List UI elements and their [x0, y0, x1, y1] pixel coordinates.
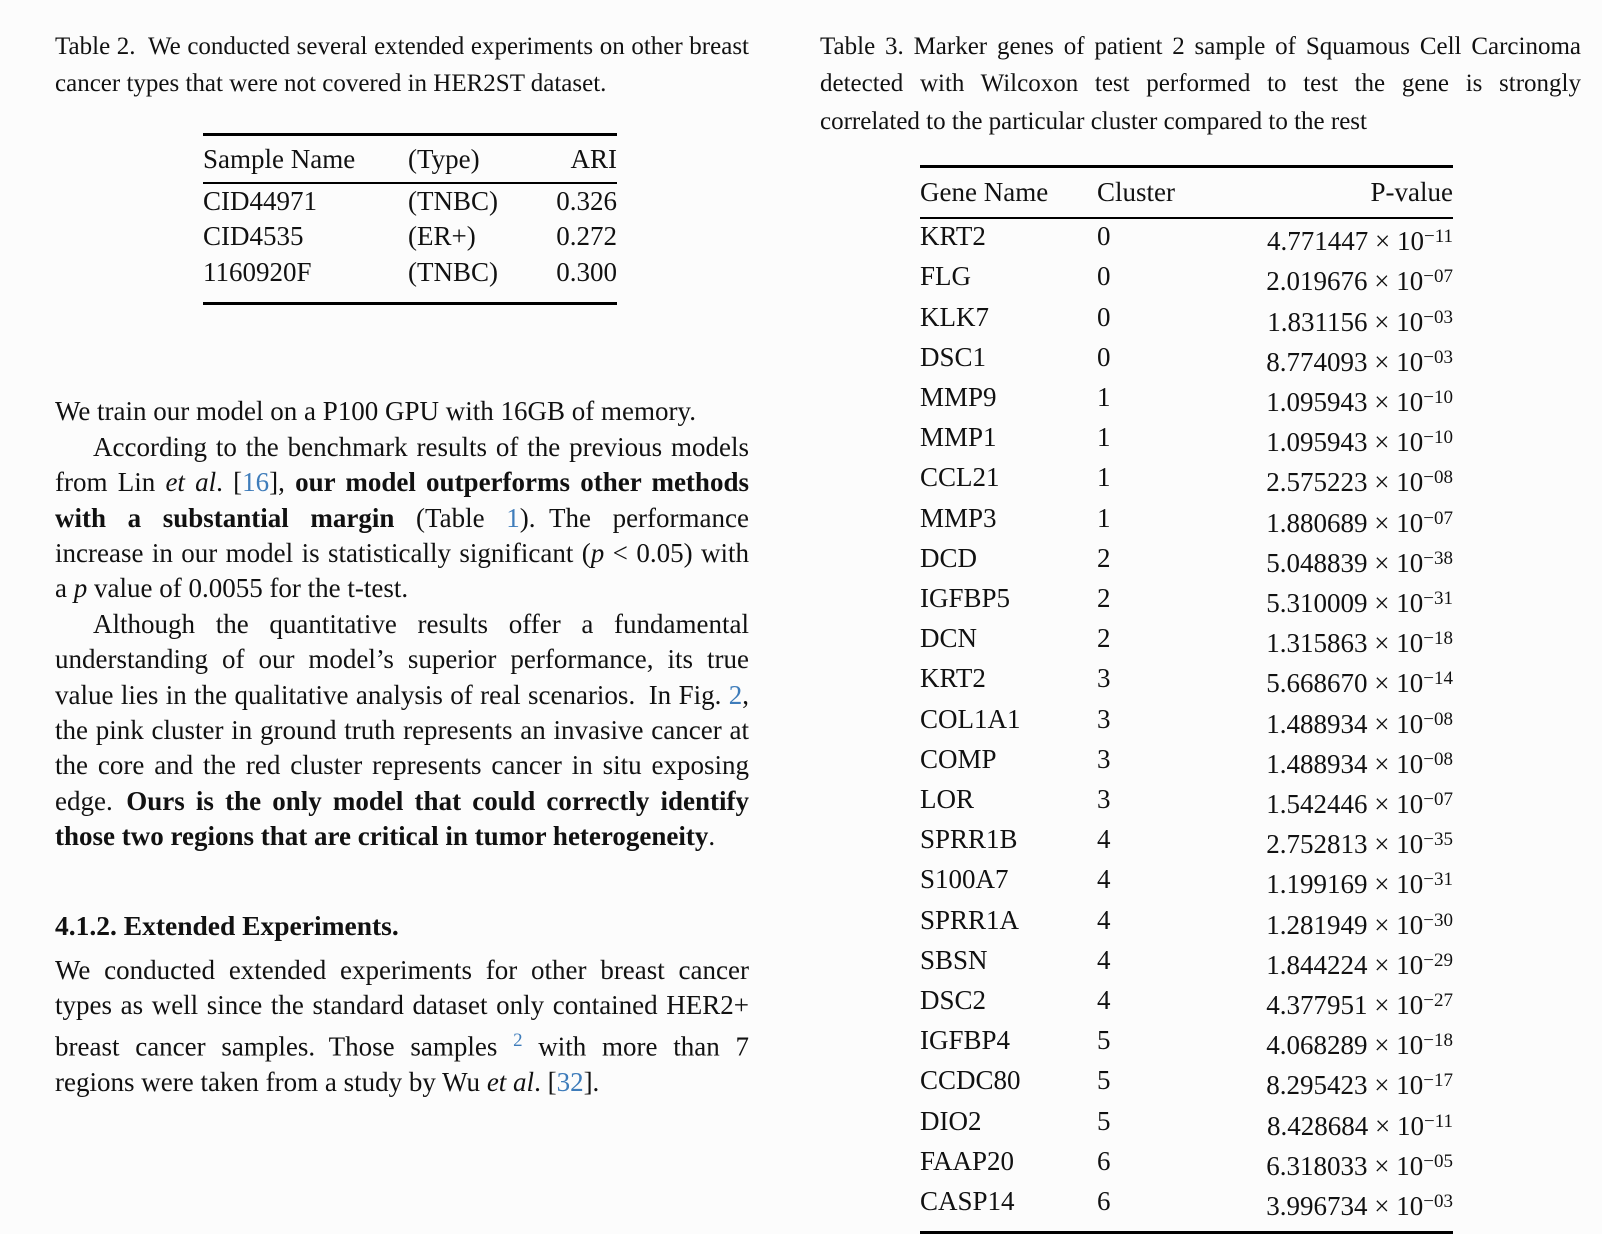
text-run: < 0.05) with a [55, 537, 749, 604]
exponent-superscript: −10 [1423, 387, 1453, 409]
cluster-cell: 2 [1097, 542, 1111, 573]
table-3-row [920, 420, 1453, 460]
table-bottom-rule [203, 302, 617, 305]
p-value-cell: $1.315863 \times 10^{-18}$ [1266, 628, 1453, 659]
cluster-cell: 6 [1097, 1145, 1111, 1176]
left-column [55, 28, 749, 1101]
gene-name-cell: LOR [920, 784, 974, 815]
exponent-superscript: −27 [1423, 990, 1453, 1012]
p-value-cell: $8.428684 \times 10^{-11}$ [1267, 1110, 1453, 1141]
cluster-cell: 0 [1097, 301, 1111, 332]
cluster-cell: 3 [1097, 743, 1111, 774]
exponent-superscript: −14 [1423, 668, 1453, 690]
p-value-cell: $1.488934 \times 10^{-08}$ [1266, 748, 1453, 779]
cluster-cell: 5 [1097, 1105, 1111, 1136]
cluster-cell: 5 [1097, 1025, 1111, 1056]
sample-name-cell: CID44971 [203, 185, 317, 216]
cluster-cell: 4 [1097, 904, 1111, 935]
cluster-cell: 4 [1097, 864, 1111, 895]
column-header-cluster: Cluster [1097, 177, 1175, 208]
text-run: . [708, 821, 716, 852]
cluster-cell: 4 [1097, 944, 1111, 975]
p-value-cell: $8.295423 \times 10^{-17}$ [1266, 1070, 1453, 1101]
column-header-sample-name: Sample Name [203, 143, 356, 174]
bold-text: our model outperforms other methods with a substantial margin [55, 467, 749, 533]
table-bottom-padding [920, 1224, 1453, 1231]
gene-name-cell: SPRR1A [920, 904, 1020, 935]
type-cell: (TNBC) [408, 185, 498, 216]
exponent-superscript: −38 [1423, 547, 1453, 569]
gene-name-cell: KRT2 [920, 221, 986, 252]
table-3-row [920, 1144, 1453, 1184]
paragraph [55, 953, 749, 1101]
cluster-cell: 0 [1097, 261, 1111, 292]
exponent-superscript: −08 [1423, 467, 1453, 489]
cluster-cell: 1 [1097, 382, 1111, 413]
exponent-superscript: −08 [1423, 708, 1453, 730]
gene-name-cell: DCD [920, 542, 978, 573]
gene-name-cell: FLG [920, 261, 972, 292]
sample-name-cell: CID4535 [203, 221, 304, 252]
p-value-cell: $1.880689 \times 10^{-07}$ [1266, 507, 1453, 538]
table-3-body [920, 219, 1453, 1224]
p-value-cell: $1.831156 \times 10^{-03}$ [1267, 306, 1453, 337]
exponent-superscript: −08 [1423, 748, 1453, 770]
ari-cell: 0.326 [556, 185, 617, 216]
cluster-cell: 2 [1097, 623, 1111, 654]
gene-name-cell: CCL21 [920, 462, 1000, 493]
table-2-row [203, 219, 617, 255]
cluster-cell: 4 [1097, 824, 1111, 855]
footnote-link-2[interactable]: 2 [513, 1030, 523, 1052]
exponent-superscript: −18 [1423, 1030, 1453, 1052]
cluster-cell: 5 [1097, 1065, 1111, 1096]
table-3-row [920, 862, 1453, 902]
gene-name-cell: DCN [920, 623, 978, 654]
text-run: . [ [534, 1067, 557, 1098]
text-run: ). The performance increase in our model is statistically significant ( [55, 502, 749, 568]
table-3-row [920, 822, 1453, 862]
italic-text: p [590, 537, 605, 568]
cluster-cell: 2 [1097, 583, 1111, 614]
cluster-cell: 1 [1097, 502, 1111, 533]
table-2-row [203, 184, 617, 220]
p-value-cell: $1.281949 \times 10^{-30}$ [1266, 909, 1453, 940]
p-value-cell: $2.752813 \times 10^{-35}$ [1266, 829, 1453, 860]
cluster-cell: 3 [1097, 663, 1111, 694]
figure-ref-link-2[interactable]: 2 [728, 679, 743, 710]
p-value-cell: $5.668670 \times 10^{-14}$ [1266, 668, 1453, 699]
text-run: According to the benchmark results of the previous models from Lin [55, 431, 749, 498]
exponent-superscript: −11 [1423, 226, 1453, 248]
cluster-cell: 1 [1097, 422, 1111, 453]
exponent-superscript: −10 [1423, 427, 1453, 449]
exponent-superscript: −11 [1423, 1110, 1453, 1132]
p-value-cell: $1.844224 \times 10^{-29}$ [1266, 949, 1453, 980]
gene-name-cell: MMP3 [920, 502, 997, 533]
column-header-gene-name: Gene Name [920, 177, 1049, 208]
cluster-cell: 4 [1097, 985, 1111, 1016]
exponent-superscript: −35 [1423, 829, 1453, 851]
gene-name-cell: S100A7 [920, 864, 1009, 895]
table-3 [920, 165, 1453, 1234]
gene-name-cell: DSC1 [920, 341, 987, 372]
bold-text: Ours is the only model that could correctly identify those two regions that are critical in tumor heterogeneity [55, 785, 749, 852]
italic-text: et al [165, 467, 217, 498]
gene-name-cell: CASP14 [920, 1186, 1015, 1217]
table-3-row [920, 259, 1453, 299]
ari-cell: 0.272 [556, 221, 617, 252]
table-ref-link-1[interactable]: 1 [506, 502, 520, 533]
text-run: We train our model on a P100 GPU with 16GB of memory. [55, 396, 696, 427]
table-3-caption: Table 3. Marker genes of patient 2 sample of Squamous Cell Carcinoma detected with Wilcoxon test performed to test the gene is strongly correlated to the particular cluster compared to the rest [820, 33, 1581, 135]
table-3-row [920, 501, 1453, 541]
text-run: Although the quantitative results offer a fundamental understanding of our model’s superior performance, its true value lies in the qualitative analysis of real scenarios. In Fig. [55, 608, 749, 710]
column-header-type: (Type) [408, 143, 480, 174]
exponent-superscript: −05 [1423, 1150, 1453, 1172]
type-cell: (TNBC) [408, 256, 498, 287]
exponent-superscript: −17 [1423, 1070, 1453, 1092]
table-3-row [920, 219, 1453, 259]
sample-name-cell: 1160920F [203, 256, 312, 287]
gene-name-cell: IGFBP5 [920, 583, 1011, 614]
right-column [820, 28, 1581, 1234]
text-run: , the pink cluster in ground truth represents an invasive cancer at the core and the red cluster represents cancer in situ exposing edge. [55, 679, 749, 816]
text-run: . [ [216, 467, 243, 498]
table-3-row [920, 380, 1453, 420]
cluster-cell: 0 [1097, 341, 1111, 372]
cluster-cell: 0 [1097, 221, 1111, 252]
cluster-cell: 3 [1097, 703, 1111, 734]
exponent-superscript: −31 [1423, 869, 1453, 891]
table-3-row [920, 1184, 1453, 1224]
exponent-superscript: −07 [1423, 789, 1453, 811]
table-bottom-padding [203, 290, 617, 302]
gene-name-cell: SPRR1B [920, 824, 1018, 855]
section-heading: 4.1.2. Extended Experiments. [55, 909, 399, 941]
gene-name-cell: KLK7 [920, 301, 989, 332]
gene-name-cell: CCDC80 [920, 1065, 1021, 1096]
table-3-row [920, 581, 1453, 621]
table-2-body [203, 184, 617, 291]
gene-name-cell: MMP9 [920, 382, 997, 413]
table-2-caption: Table 2. We conducted several extended experiments on other breast cancer types that were not covered in HER2ST dataset. [55, 33, 749, 98]
cluster-cell: 6 [1097, 1186, 1111, 1217]
table-3-row [920, 1063, 1453, 1103]
exponent-superscript: −29 [1423, 949, 1453, 971]
body-paragraphs [55, 394, 749, 854]
p-value-cell: $1.542446 \times 10^{-07}$ [1266, 789, 1453, 820]
table-3-row [920, 340, 1453, 380]
p-value-cell: $1.199169 \times 10^{-31}$ [1266, 869, 1453, 900]
table-3-row [920, 742, 1453, 782]
p-value-cell: $4.377951 \times 10^{-27}$ [1266, 990, 1453, 1021]
italic-text: et al [486, 1067, 535, 1098]
p-value-cell: $4.068289 \times 10^{-18}$ [1266, 1030, 1453, 1061]
gene-name-cell: IGFBP4 [920, 1025, 1011, 1056]
exponent-superscript: −07 [1423, 266, 1453, 288]
citation-link-16[interactable]: 16 [242, 467, 270, 498]
table-3-row [920, 541, 1453, 581]
cluster-cell: 1 [1097, 462, 1111, 493]
table-3-row [920, 621, 1453, 661]
exponent-superscript: −31 [1423, 588, 1453, 610]
type-cell: (ER+) [408, 221, 476, 252]
exponent-superscript: −03 [1423, 306, 1453, 328]
gene-name-cell: FAAP20 [920, 1145, 1015, 1176]
text-run: value of 0.0055 for the t-test. [87, 573, 409, 604]
gene-name-cell: DIO2 [920, 1105, 982, 1136]
gene-name-cell: SBSN [920, 944, 988, 975]
cluster-cell: 3 [1097, 784, 1111, 815]
text-run: with more than 7 regions were taken from a study by Wu [55, 1031, 749, 1098]
column-header-p-value: P-value [1370, 177, 1453, 208]
p-value-cell: $6.318033 \times 10^{-05}$ [1266, 1150, 1453, 1181]
gene-name-cell: KRT2 [920, 663, 986, 694]
p-value-cell: $4.771447 \times 10^{-11}$ [1267, 226, 1453, 257]
table-3-row [920, 300, 1453, 340]
italic-text: p [73, 573, 88, 604]
table-3-row [920, 903, 1453, 943]
p-value-cell: $1.488934 \times 10^{-08}$ [1266, 708, 1453, 739]
exponent-superscript: −03 [1423, 346, 1453, 368]
p-value-cell: $5.310009 \times 10^{-31}$ [1266, 588, 1453, 619]
text-run: ]. [583, 1067, 600, 1098]
gene-name-cell: COMP [920, 743, 997, 774]
paragraph [55, 394, 749, 429]
text-run: ], [269, 467, 296, 498]
table-3-row [920, 983, 1453, 1023]
text-run: We conducted extended experiments for other breast cancer types as well since the standard dataset only contained HER2+ breast cancer samples. Those samples [55, 954, 749, 1062]
table-3-row [920, 782, 1453, 822]
p-value-cell: $2.575223 \times 10^{-08}$ [1266, 467, 1453, 498]
gene-name-cell: MMP1 [920, 422, 997, 453]
p-value-cell: $1.095943 \times 10^{-10}$ [1266, 387, 1453, 418]
table-3-row [920, 702, 1453, 742]
text-run: (Table [394, 502, 507, 533]
p-value-cell: $1.095943 \times 10^{-10}$ [1266, 427, 1453, 458]
citation-link-32[interactable]: 32 [556, 1067, 584, 1098]
exponent-superscript: −30 [1423, 909, 1453, 931]
gene-name-cell: DSC2 [920, 985, 987, 1016]
table-3-row [920, 1023, 1453, 1063]
p-value-cell: $2.019676 \times 10^{-07}$ [1266, 266, 1453, 297]
table-2-row [203, 255, 617, 291]
exponent-superscript: −18 [1423, 628, 1453, 650]
table-3-header-row [920, 168, 1453, 217]
table-3-row [920, 661, 1453, 701]
table-2 [203, 133, 617, 306]
paragraph [55, 607, 749, 855]
p-value-cell: $5.048839 \times 10^{-38}$ [1266, 547, 1453, 578]
gene-name-cell: COL1A1 [920, 703, 1021, 734]
p-value-cell: $8.774093 \times 10^{-03}$ [1266, 346, 1453, 377]
table-3-row [920, 1104, 1453, 1144]
exponent-superscript: −07 [1423, 507, 1453, 529]
table-3-row [920, 460, 1453, 500]
table-2-header-row [203, 136, 617, 182]
paragraph [55, 430, 749, 607]
column-header-ari: ARI [570, 143, 617, 174]
ari-cell: 0.300 [556, 256, 617, 287]
exponent-superscript: −03 [1423, 1191, 1453, 1213]
table-3-row [920, 943, 1453, 983]
p-value-cell: $3.996734 \times 10^{-03}$ [1266, 1191, 1453, 1222]
body-paragraphs-after-heading [55, 953, 749, 1101]
